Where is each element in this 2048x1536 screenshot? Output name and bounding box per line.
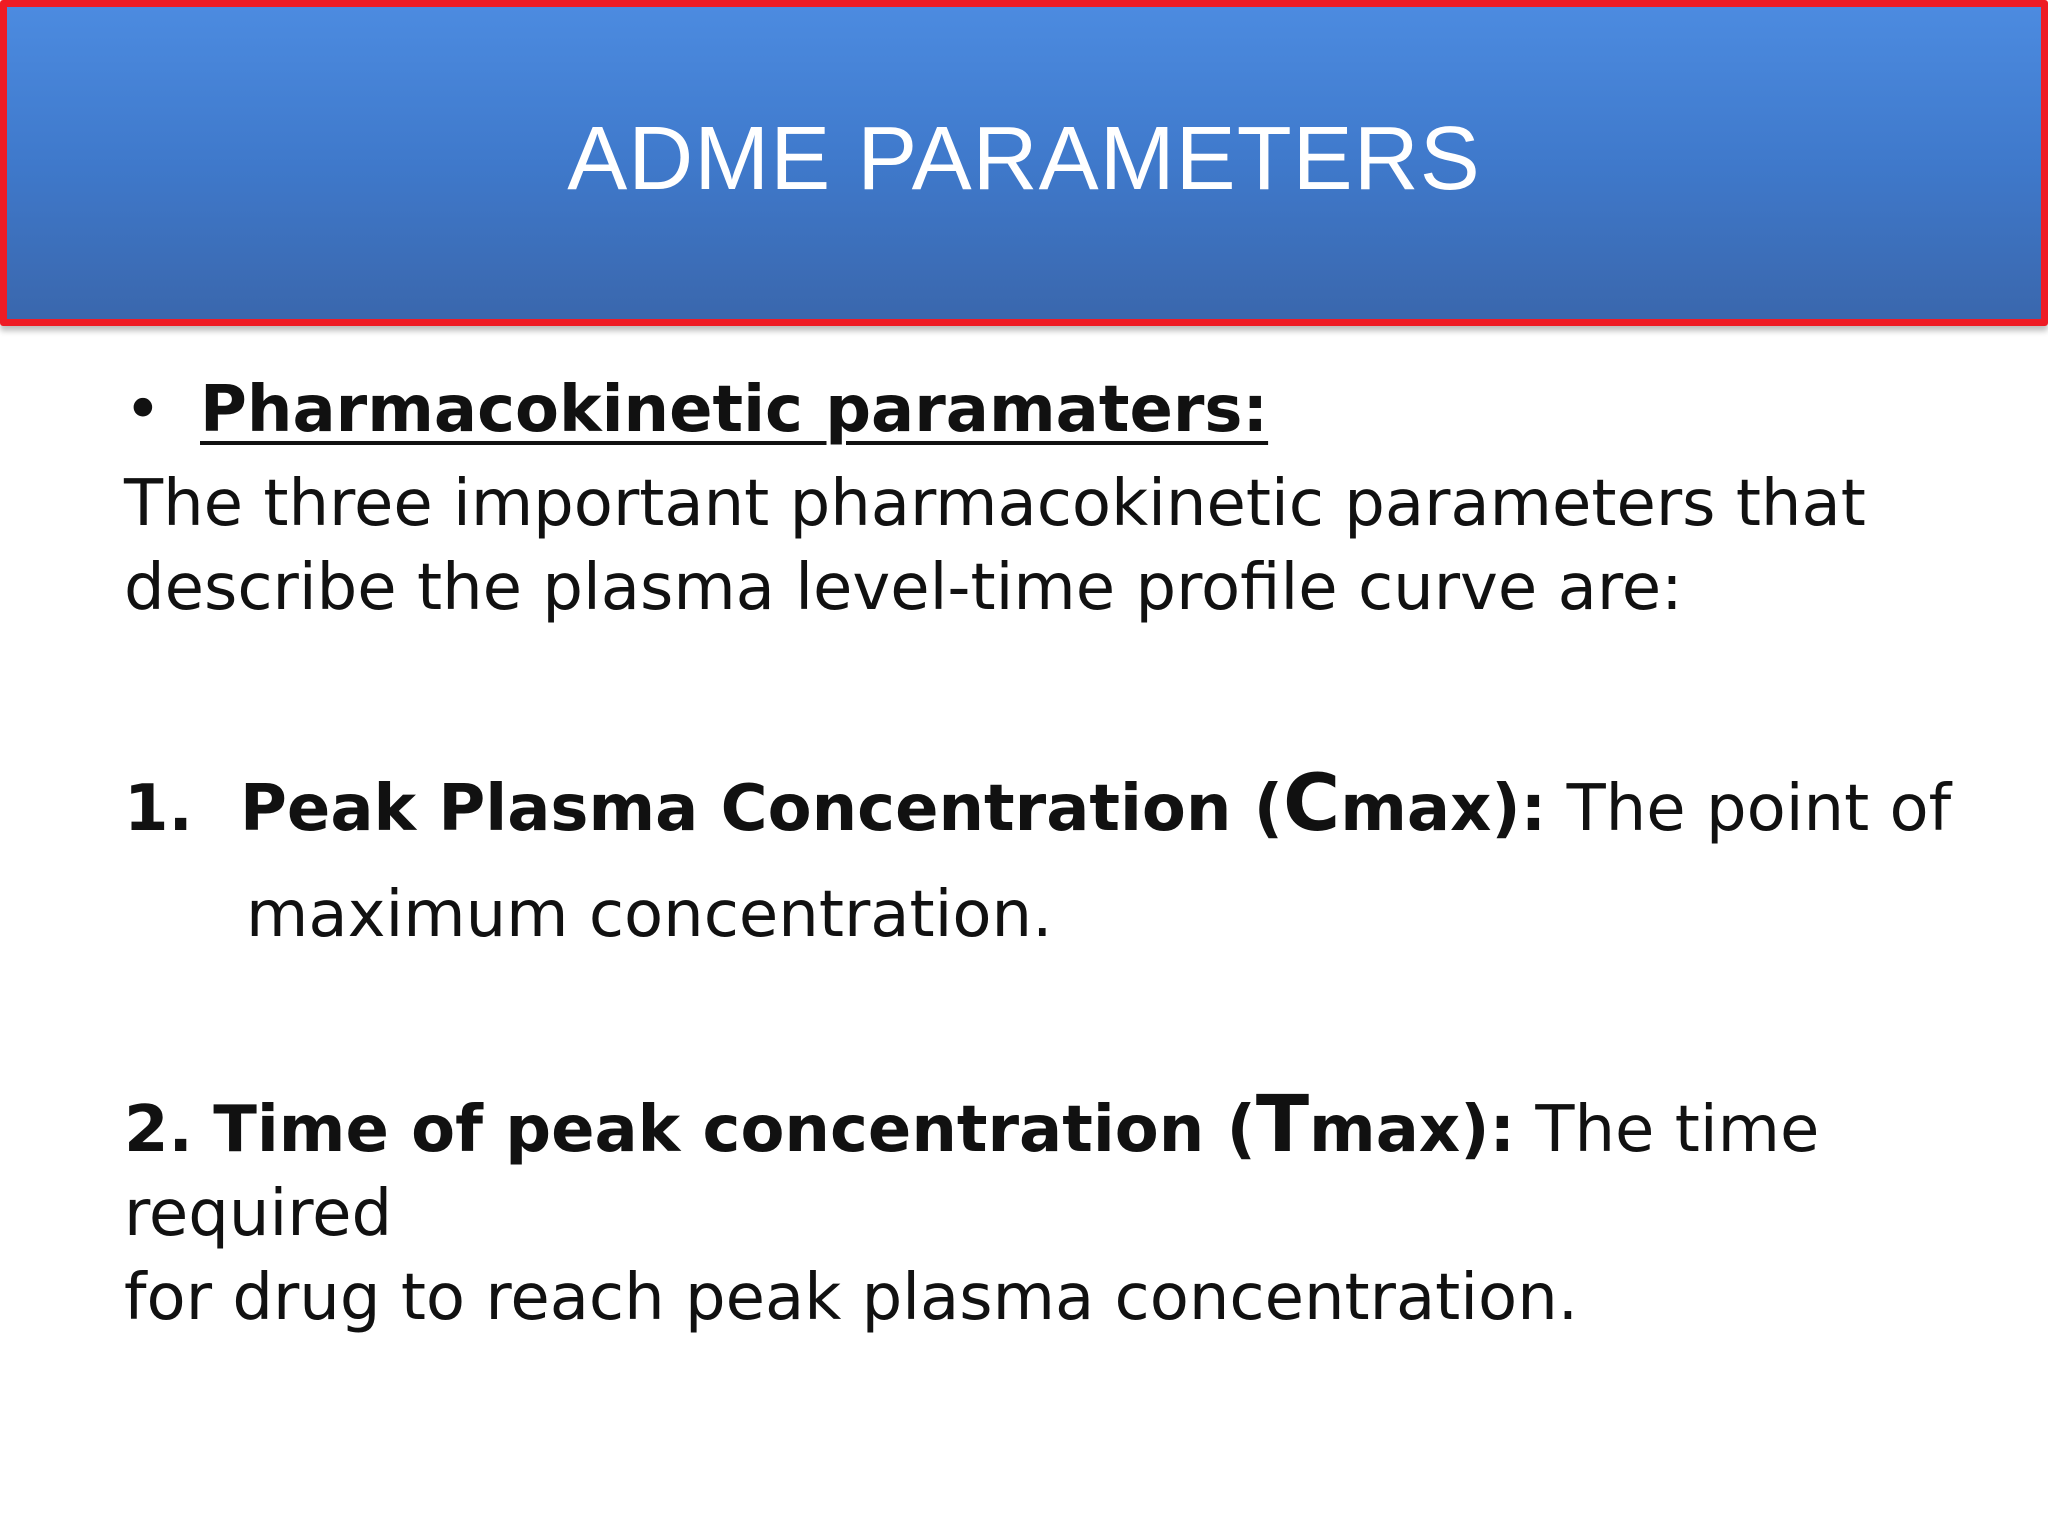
intro-line-2: describe the plasma level-time profile curve are: — [124, 551, 1683, 625]
term-prefix: Time of peak concentration ( — [213, 1093, 1256, 1167]
intro-paragraph — [124, 462, 2004, 630]
title-banner — [0, 0, 2048, 326]
bullet-heading-line — [124, 368, 2004, 452]
term-description: The time required — [124, 1093, 1820, 1251]
section-heading: Pharmacokinetic paramaters: — [200, 373, 1269, 447]
list-item-first-line — [124, 1080, 2004, 1256]
term-suffix: max): — [1309, 1093, 1516, 1167]
bullet-icon: • — [124, 373, 162, 447]
slide-body — [124, 368, 2004, 1340]
term-initial: T — [1255, 1080, 1310, 1170]
term-description-continued: for drug to reach peak plasma concentration. — [124, 1261, 1579, 1335]
term-description-continued: maximum concentration. — [246, 878, 1053, 952]
term-prefix: Peak Plasma Concentration ( — [240, 772, 1283, 846]
term-description: The point of — [1546, 772, 1952, 846]
list-item-tmax — [124, 1080, 2004, 1340]
intro-line-1: The three important pharmacokinetic parameters that — [124, 467, 1866, 541]
term-initial: C — [1282, 759, 1341, 849]
list-item-first-line — [124, 759, 2004, 851]
slide-title: ADME PARAMETERS — [567, 108, 1481, 209]
term-suffix: max): — [1340, 772, 1547, 846]
list-number: 2. — [124, 1093, 193, 1167]
list-item-cmax — [124, 759, 2004, 957]
list-number: 1. — [124, 772, 193, 846]
